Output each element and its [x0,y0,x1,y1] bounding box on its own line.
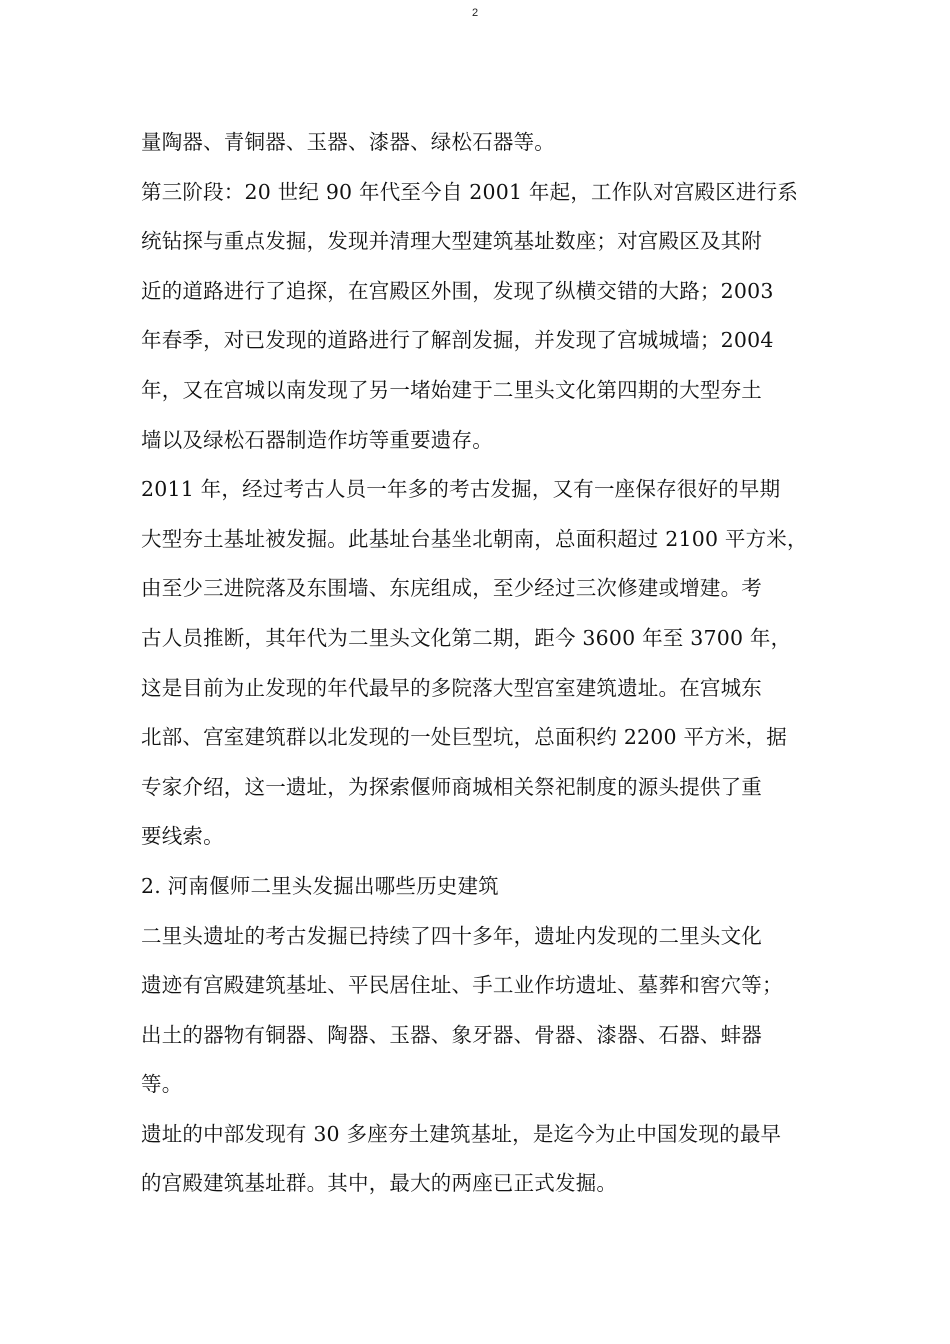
text-line: 量陶器、青铜器、玉器、漆器、绿松石器等。 [141,130,555,154]
text-line: 2011 年，经过考古人员一年多的考古发掘，又有一座保存很好的早期 [141,477,781,502]
text-line: 年，又在宫城以南发现了另一堵始建于二里头文化第四期的大型夯土 [141,377,762,402]
text-line: 第三阶段：20 世纪 90 年代至今自 2001 年起，工作队对宫殿区进行系 [141,179,799,204]
text-line: 墙以及绿松石器制造作坊等重要遗存。 [141,427,493,452]
text-line: 要线索。 [141,824,224,849]
text-line: 由至少三进院落及东围墙、东庑组成，至少经过三次修建或增建。考 [141,576,762,601]
text-line: 等。 [141,1072,183,1097]
text-line: 专家介绍，这一遗址，为探索偃师商城相关祭祀制度的源头提供了重 [141,774,762,799]
text-line: 遗迹有宫殿建筑基址、平民居住址、手工业作坊遗址、墓葬和窖穴等； [141,973,783,998]
text-line: 北部、宫室建筑群以北发现的一处巨型坑，总面积约 2200 平方米，据 [141,725,788,750]
section-heading: 2. 河南偃师二里头发掘出哪些历史建筑 [141,873,499,898]
text-line: 的宫殿建筑基址群。其中，最大的两座已正式发掘。 [141,1171,618,1196]
text-line: 古人员推断，其年代为二里头文化第二期，距今 3600 年至 3700 年， [141,625,792,650]
page-number: 2 [471,7,479,19]
text-line: 近的道路进行了追探，在宫殿区外围，发现了纵横交错的大路；2003 [141,278,774,303]
text-line: 遗址的中部发现有 30 多座夯土建筑基址，是迄今为止中国发现的最早 [141,1121,782,1146]
text-line: 年春季，对已发现的道路进行了解剖发掘，并发现了宫城城墙；2004 [141,328,774,353]
text-line: 大型夯土基址被发掘。此基址台基坐北朝南，总面积超过 2100 平方米， [141,526,808,551]
text-line: 统钻探与重点发掘，发现并清理大型建筑基址数座；对宫殿区及其附 [141,229,762,254]
document-body [141,118,841,1209]
text-line: 这是目前为止发现的年代最早的多院落大型宫室建筑遗址。在宫城东 [141,675,762,700]
text-line: 出土的器物有铜器、陶器、玉器、象牙器、骨器、漆器、石器、蚌器 [141,1022,762,1047]
text-line: 二里头遗址的考古发掘已持续了四十多年，遗址内发现的二里头文化 [141,923,762,948]
